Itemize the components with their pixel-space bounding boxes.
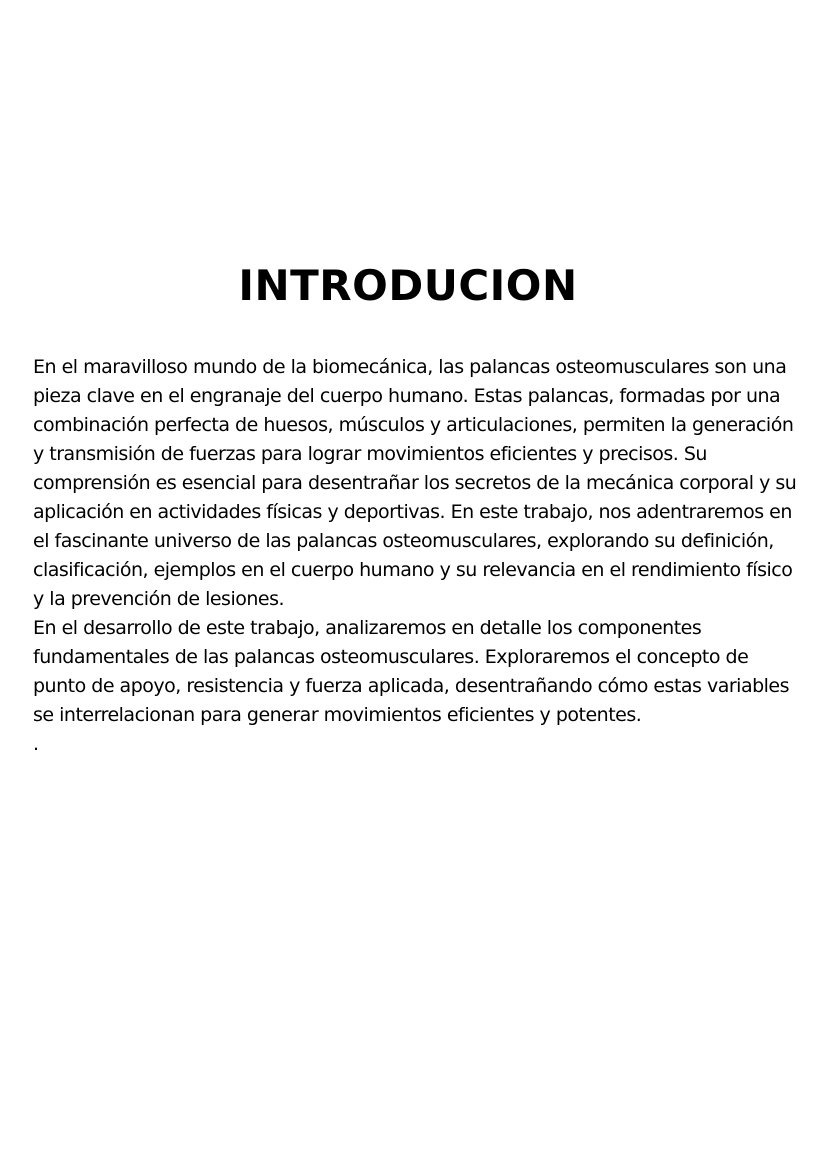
paragraph-development: En el desarrollo de este trabajo, analizaremos en detalle los componentes fundamentales de las palancas osteomusculares. Exploraremos el concepto de punto de apoyo, resistencia y fuerza aplicada, desentrañando cómo estas variables se interrelacionan para generar movimientos eficientes y potentes.	[33, 617, 790, 726]
paragraph-trailing-dot: .	[33, 733, 39, 755]
paragraph-intro: En el maravilloso mundo de la biomecánica, las palancas osteomusculares son una pieza clave en el engranaje del cuerpo humano. Estas palancas, formadas por una combinación perfecta de huesos, músculos y articulaciones, permiten la generación y transmisión de fuerzas para lograr movimientos eficientes y precisos. Su comprensión es esencial para desentrañar los secretos de la mecánica corporal y su aplicación en actividades físicas y deportivas. En este trabajo, nos adentraremos en el fascinante universo de las palancas osteomusculares, explorando su definición, clasificación, ejemplos en el cuerpo humano y su relevancia en el rendimiento físico y la prevención de lesiones.	[33, 356, 797, 610]
page-title: INTRODUCION	[238, 261, 578, 310]
body-text	[33, 353, 803, 759]
